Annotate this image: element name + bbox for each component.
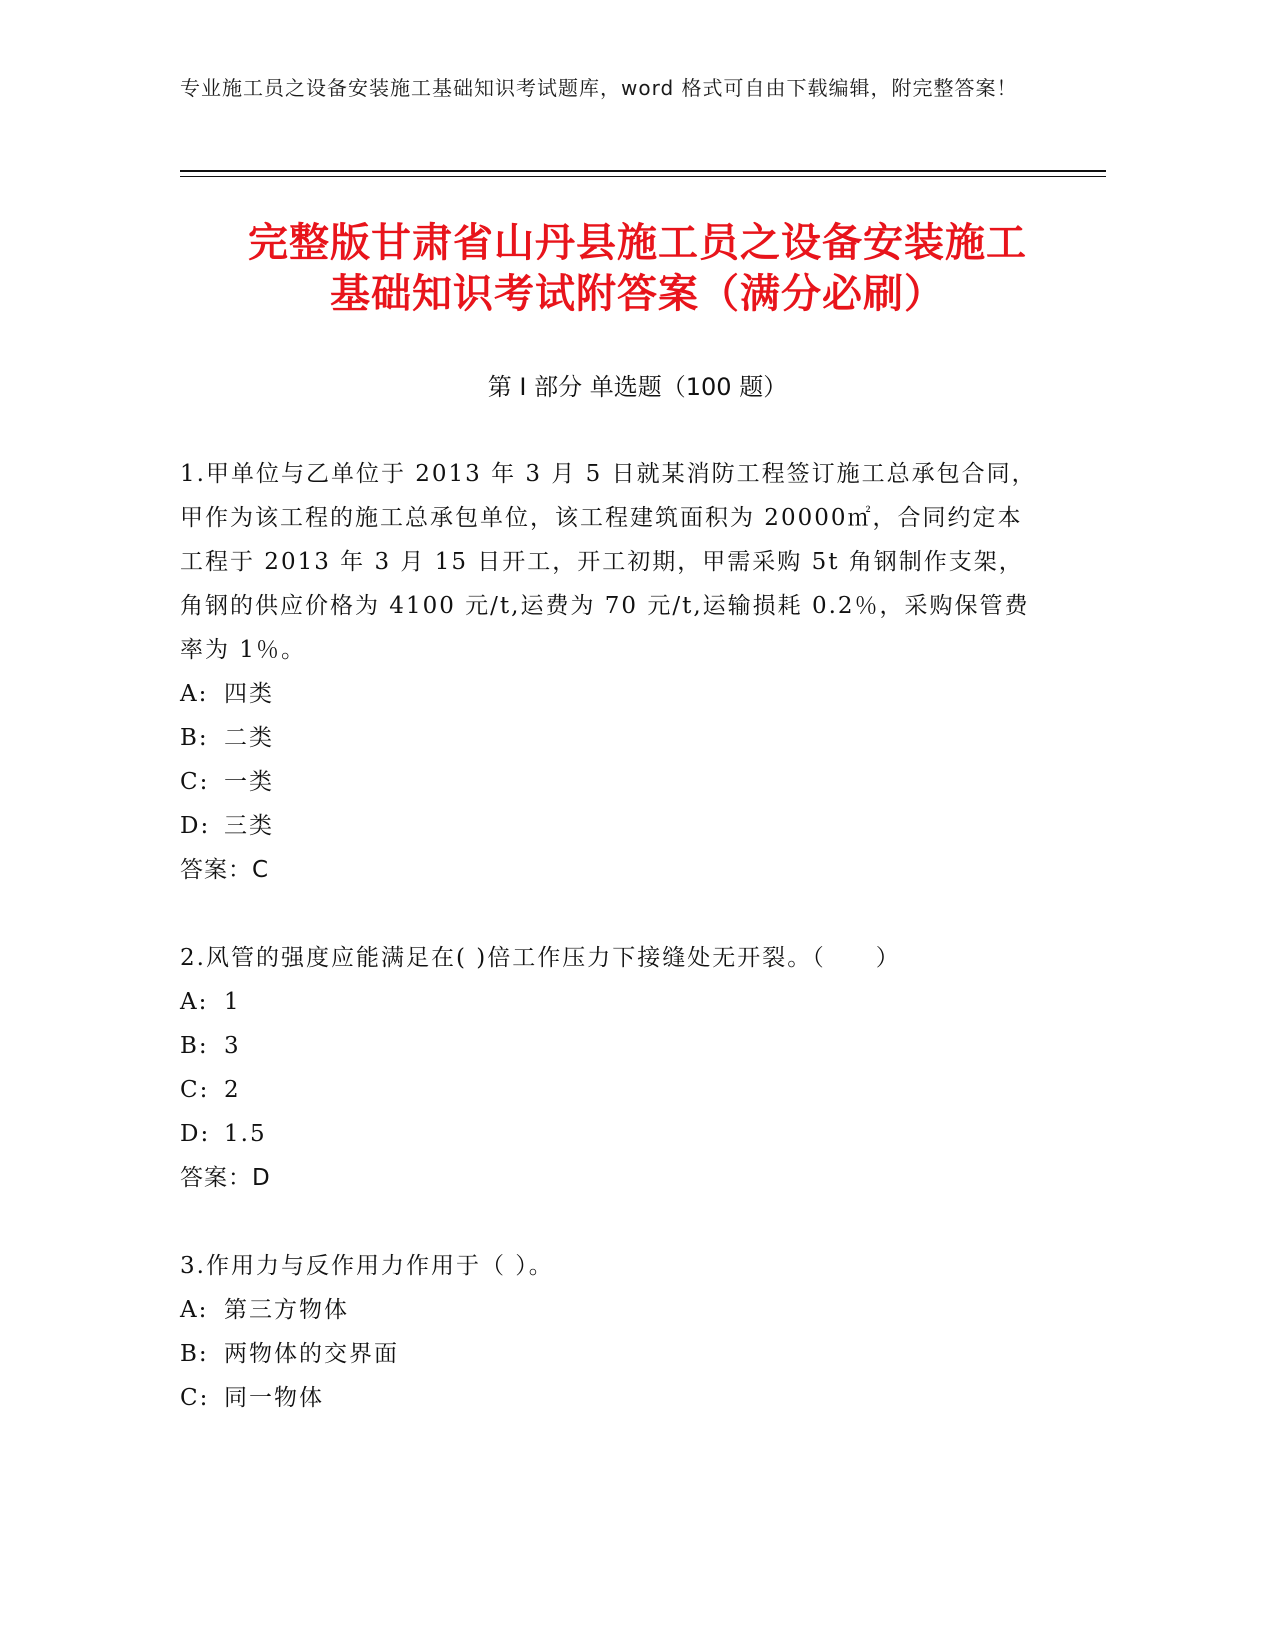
option-b xyxy=(180,1332,1040,1376)
option-text: 四类 xyxy=(224,681,274,707)
option-c xyxy=(180,760,1040,804)
question-list xyxy=(180,452,1040,1420)
option-text: 一类 xyxy=(224,769,274,795)
option-a xyxy=(180,672,1040,716)
option-c xyxy=(180,1068,1040,1112)
question-spacer xyxy=(180,1200,1040,1244)
document-title-line-1: 完整版甘肃省山丹县施工员之设备安装施工 xyxy=(248,220,1027,266)
header-divider-thin xyxy=(180,176,1106,177)
option-key: B: xyxy=(180,1341,209,1367)
option-key: B: xyxy=(180,725,209,751)
answer-line: 答案：D xyxy=(180,1165,271,1191)
option-key: B: xyxy=(180,1033,209,1059)
option-key: A: xyxy=(180,681,209,707)
option-text: 第三方物体 xyxy=(224,1297,349,1323)
option-d xyxy=(180,804,1040,848)
option-key: C: xyxy=(180,769,210,795)
option-key: A: xyxy=(180,989,209,1015)
option-a xyxy=(180,980,1040,1024)
option-text: 同一物体 xyxy=(224,1385,324,1411)
section-heading: 第 I 部分 单选题（100 题） xyxy=(487,373,788,401)
option-key: D: xyxy=(180,813,211,839)
option-b xyxy=(180,716,1040,760)
question-3 xyxy=(180,1244,1040,1420)
option-a xyxy=(180,1288,1040,1332)
header-divider-thick xyxy=(180,170,1106,172)
option-text: 二类 xyxy=(224,725,274,751)
option-text: 三类 xyxy=(224,813,274,839)
option-b xyxy=(180,1024,1040,1068)
question-1 xyxy=(180,452,1040,892)
document-title-line-2: 基础知识考试附答案（满分必刷） xyxy=(330,271,945,317)
question-stem: 1.甲单位与乙单位于 2013 年 3 月 5 日就某消防工程签订施工总承包合同，甲作为该工程的施工总承包单位，该工程建筑面积为 20000㎡，合同约定本工程于 2013 年 3 月 15 日开工，开工初期，甲需采购 5t 角钢制作支架，角钢的供应价格为 4100 元/t,运费为 70 元/t,运输损耗 0.2％，采购保管费率为 1％。 xyxy=(180,461,1037,663)
option-key: A: xyxy=(180,1297,209,1323)
option-text: 1.5 xyxy=(224,1121,267,1147)
document-title xyxy=(150,218,1125,320)
option-text: 1 xyxy=(224,989,241,1015)
option-text: 两物体的交界面 xyxy=(224,1341,399,1367)
option-d xyxy=(180,1112,1040,1156)
option-key: C: xyxy=(180,1077,210,1103)
header-note: 专业施工员之设备安装施工基础知识考试题库，word 格式可自由下载编辑，附完整答案！ xyxy=(180,76,1018,100)
option-key: C: xyxy=(180,1385,210,1411)
question-2 xyxy=(180,936,1040,1200)
question-stem: 3.作用力与反作用力作用于（ ）。 xyxy=(180,1253,554,1279)
option-text: 3 xyxy=(224,1033,241,1059)
question-stem: 2.风管的强度应能满足在( )倍工作压力下接缝处无开裂。（ ） xyxy=(180,945,901,971)
option-text: 2 xyxy=(224,1077,241,1103)
answer-line: 答案：C xyxy=(180,857,270,883)
question-spacer xyxy=(180,892,1040,936)
option-key: D: xyxy=(180,1121,211,1147)
option-c xyxy=(180,1376,1040,1420)
